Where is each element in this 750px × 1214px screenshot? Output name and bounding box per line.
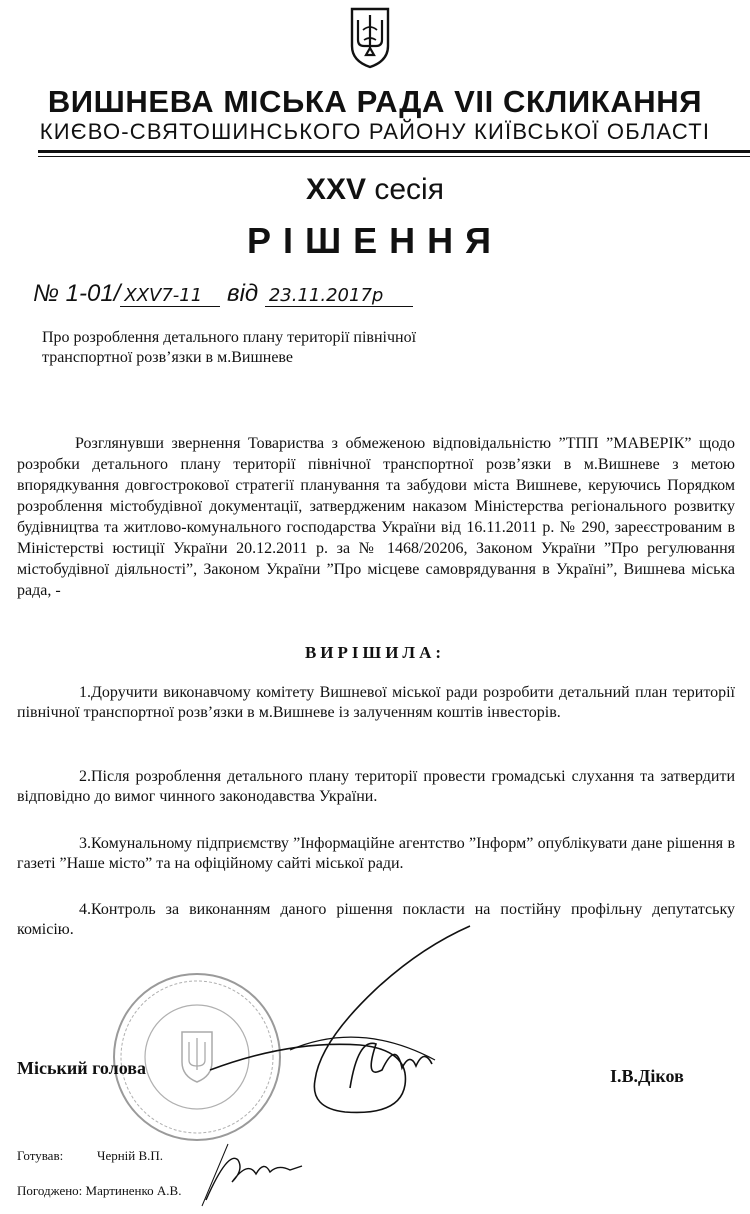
- preparer-signature: [198, 1130, 308, 1210]
- trident-emblem-icon: [348, 6, 392, 70]
- district-name: КИЄВО-СВЯТОШИНСЬКОГО РАЙОНУ КИЇВСЬКОЇ ОБЛАСТІ: [39, 119, 711, 144]
- mayor-name: І.В.Діков: [610, 1066, 684, 1086]
- council-name: ВИШНЕВА МІСЬКА РАДА VII СКЛИКАННЯ: [47, 84, 703, 119]
- decision-item-1: 1.Доручити виконавчому комітету Вишневої міської ради розробити детальний план території північної транспортної розв’язки в м.Вишневе із залученням коштів інвесторів.: [17, 684, 735, 721]
- agreed-text: Погоджено: Мартиненко А.В.: [17, 1183, 182, 1198]
- prepared-name: Черній В.П.: [97, 1148, 164, 1163]
- header-divider-thick: [38, 150, 750, 153]
- handwritten-number: XXV7-11: [120, 285, 220, 307]
- decision-item-2: 2.Після розроблення детального плану території провести громадські слухання та затвердити відповідно до вимог чинного законодавства України.: [17, 768, 735, 805]
- session-number: XXV: [306, 173, 367, 206]
- decision-number-line: [33, 280, 413, 308]
- preamble-paragraph: Розглянувши звернення Товариства з обмеженою відповідальністю ”ТПП ”МАВЕРІК” щодо розробки детального плану території північної транспортної розв’язки в м.Вишневе з метою впорядкування довгострокової стратегії планування та забудови міста Вишневе, керуючись Порядком розроблення містобудівної документації, затвердженим наказом Міністерства регіонального розвитку будівництва та житлово-комунального господарства України від 16.11.2011 р. № 290, зареєстрованим в Міністерстві юстиції України 20.12.2011 р. за № 1468/20206, Законом України ”Про регулювання містобудівної діяльності”, Законом України ”Про місцеве самоврядування в Україні”, Вишнева міська рада, -: [17, 435, 735, 599]
- resolved-heading: ВИРІШИЛА:: [304, 643, 446, 662]
- header-divider-thin: [38, 156, 750, 157]
- session-title: [0, 173, 750, 207]
- from-label: від: [227, 280, 259, 307]
- mayor-label: Міський голова: [17, 1058, 146, 1078]
- session-word: сесія: [374, 173, 444, 206]
- number-prefix: № 1-01/: [33, 280, 121, 307]
- decision-title: РІШЕННЯ: [246, 220, 504, 261]
- handwritten-date: 23.11.2017р: [265, 285, 413, 307]
- decision-item-4: 4.Контроль за виконанням даного рішення покласти на постійну профільну депутатську комісію.: [17, 901, 735, 938]
- prepared-label: Готував:: [17, 1148, 64, 1163]
- mayor-signature: [170, 920, 500, 1120]
- decision-subject: Про розроблення детального плану території північної транспортної розв’язки в м.Вишневе: [42, 329, 417, 366]
- decision-item-3: 3.Комунальному підприємству ”Інформаційне агентство ”Інформ” опублікувати дане рішення в газеті ”Наше місто” та на офіційному сайті міської ради.: [17, 835, 735, 872]
